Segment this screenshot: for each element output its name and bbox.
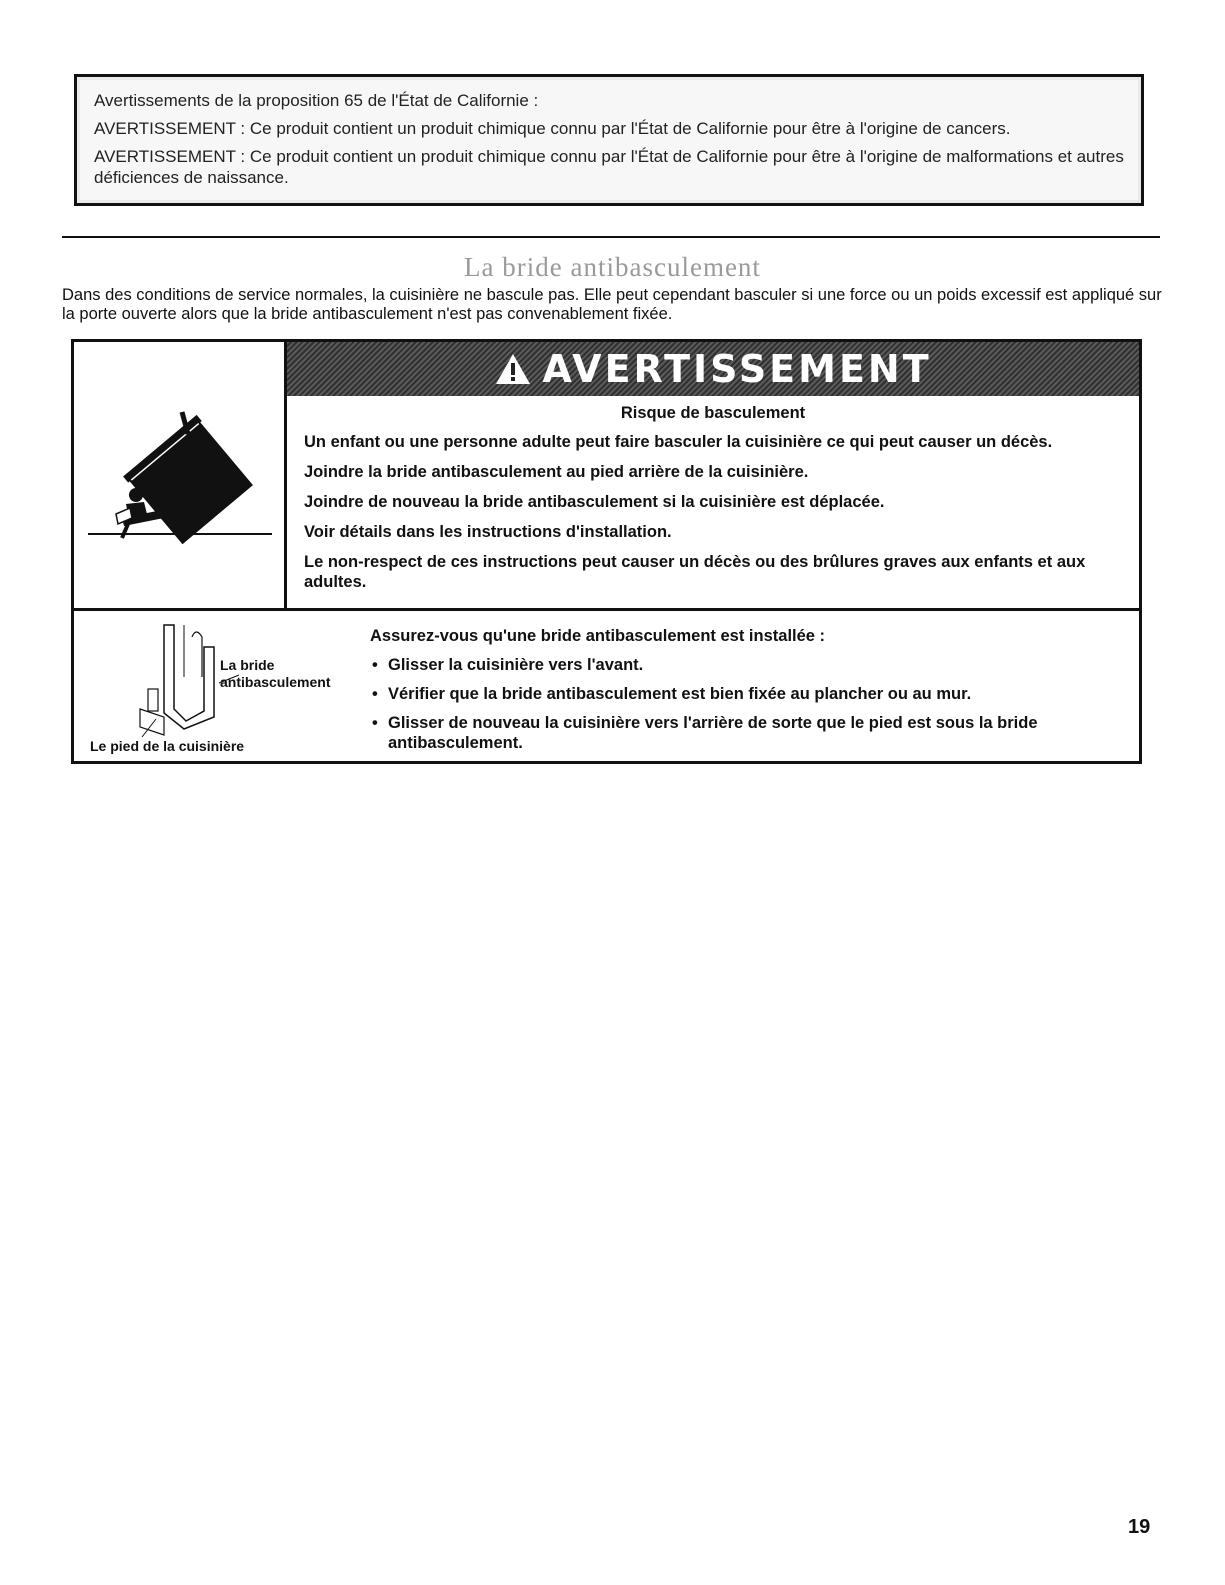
prop65-notice-inner (80, 80, 1138, 200)
bullet: • (372, 714, 378, 732)
list-item (370, 684, 1110, 704)
prop65-heading: Avertissements de la proposition 65 de l'État de Californie : (94, 91, 539, 110)
prop65-notice-box (74, 74, 1144, 206)
bullet: • (372, 656, 378, 674)
risk-title: Risque de basculement (620, 404, 806, 422)
prop65-birth-warning: AVERTISSEMENT : Ce produit contient un produit chimique connu par l'État de Californie pour être à l'origine de malformations et autres déficiences de naissance. (94, 147, 1124, 187)
foot-label: Le pied de la cuisinière (90, 738, 245, 754)
list-item (370, 655, 1110, 675)
warning-banner-text (494, 347, 931, 391)
prop65-cancer-warning: AVERTISSEMENT : Ce produit contient un produit chimique connu par l'État de Californie pour être à l'origine de cancers. (94, 119, 1011, 138)
bracket-check-heading: Assurez-vous qu'une bride antibasculement est installée : (370, 627, 826, 645)
section-divider (62, 236, 1160, 238)
warning-triangle-icon (494, 352, 532, 386)
bracket-label (220, 657, 330, 691)
section-intro: Dans des conditions de service normales, la cuisinière ne bascule pas. Elle peut cependant basculer si une force ou un poids excessif est appliqué sur la porte ouverte alors que la bride antibasculement n'est pas convenablement fixée. (62, 286, 1162, 323)
warning-banner (287, 342, 1139, 396)
bracket-label-line: antibasculement (220, 674, 331, 690)
tip-over-illustration (74, 342, 284, 608)
step-text: Glisser la cuisinière vers l'avant. (388, 656, 644, 674)
warning-banner-label: AVERTISSEMENT (542, 347, 932, 391)
page-number: 19 (1128, 1516, 1151, 1538)
step-text: Glisser de nouveau la cuisinière vers l'arrière de sorte que le pied est sous la bride antibasculement. (388, 714, 1038, 752)
risk-line: Voir détails dans les instructions d'installation. (304, 523, 672, 541)
tip-over-illustration-cell (74, 342, 287, 611)
bullet: • (372, 685, 378, 703)
risk-line: Le non-respect de ces instructions peut causer un décès ou des brûlures graves aux enfants et aux adultes. (304, 553, 1086, 591)
bracket-check-steps (370, 655, 1110, 762)
list-item (370, 713, 1110, 753)
risk-lines (304, 432, 1119, 602)
tip-over-warning-box (71, 339, 1142, 764)
step-text: Vérifier que la bride antibasculement est bien fixée au plancher ou au mur. (388, 685, 972, 703)
risk-line: Un enfant ou une personne adulte peut faire basculer la cuisinière ce qui peut causer un décès. (304, 433, 1053, 451)
section-title: La bride antibasculement (464, 252, 761, 282)
risk-line: Joindre la bride antibasculement au pied arrière de la cuisinière. (304, 463, 809, 481)
bracket-label-line: La bride (220, 657, 275, 673)
risk-line: Joindre de nouveau la bride antibasculement si la cuisinière est déplacée. (304, 493, 885, 511)
bracket-instructions-cell (74, 611, 1139, 761)
